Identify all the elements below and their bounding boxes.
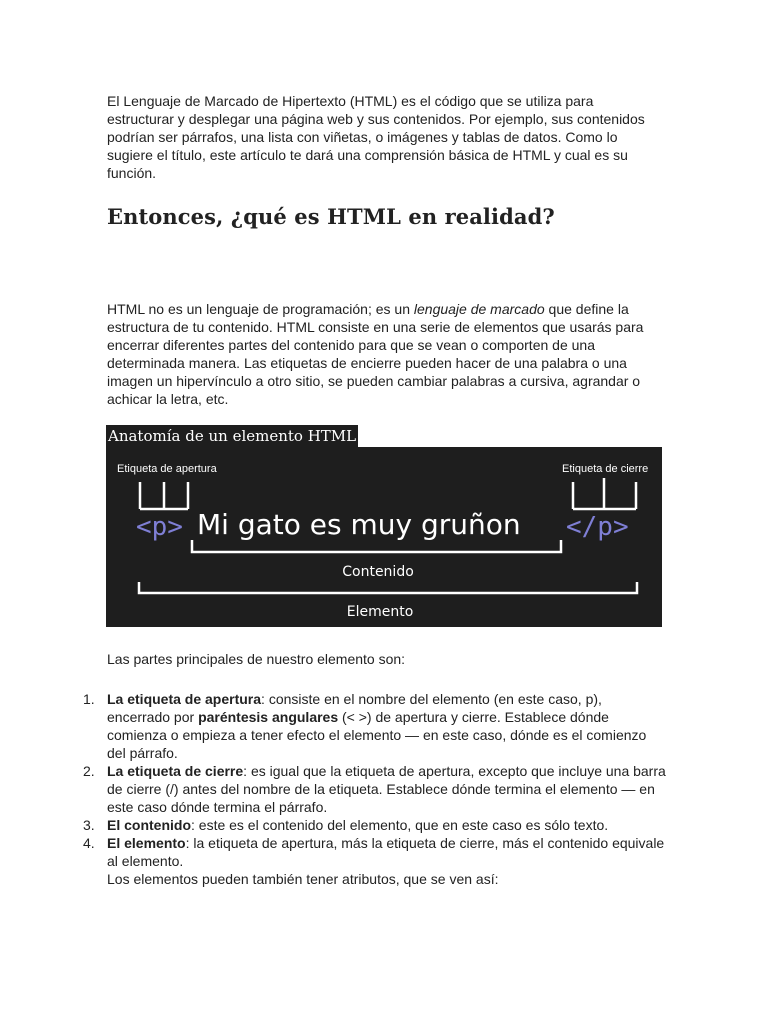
opening-tag-bracket xyxy=(140,482,188,509)
definition: : la etiqueta de apertura, más la etiqueta de cierre, más el contenido equivale al elemento. xyxy=(107,835,665,869)
term: La etiqueta de apertura xyxy=(107,691,262,707)
emphasis-text: lenguaje de marcado xyxy=(413,301,545,317)
content-code: Mi gato es muy gruñon xyxy=(197,508,521,541)
list-number: 3. xyxy=(83,817,95,833)
intro-paragraph: El Lenguaje de Marcado de Hipertexto (HTML) es el código que se utiliza para estructurar y desplegar una página web y sus contenidos. Por ejemplo, sus contenidos podrían ser párrafos, una lista con viñetas, o imágenes y tablas de datos. Como lo sugiere el título, este artículo te dará una comprensión básica de HTML y cual es su función. xyxy=(107,93,645,181)
list-number: 2. xyxy=(83,763,95,779)
figure-caption: Anatomía de un elemento HTML xyxy=(106,425,358,448)
term: La etiqueta de cierre xyxy=(107,763,244,779)
parts-list xyxy=(83,690,667,888)
closing-tag-bracket xyxy=(573,478,636,509)
closing-tag-label: Etiqueta de cierre xyxy=(562,463,649,475)
definition: (< >) de apertura y cierre. Establece dónde comienza o empieza a tener efecto el elemento — en este caso, dónde es el comienzo del párrafo. xyxy=(107,709,647,761)
closing-line: Los elementos pueden también tener atributos, que se ven así: xyxy=(107,871,499,887)
opening-tag-code: <p> xyxy=(136,512,183,542)
content-label: Contenido xyxy=(342,564,414,580)
definition: : este es el contenido del elemento, que en este caso es sólo texto. xyxy=(191,817,609,833)
paragraph-text: que define la estructura de tu contenido. HTML consiste en una serie de elementos que usarás para encerrar diferentes partes del contenido para que se vean o comporten de una determinada manera. Las etiquetas de encierre pueden hacer de una palabra o una imagen un hipervínculo a otro sitio, se pueden cambiar palabras a cursiva, agrandar o achicar la letra, etc. xyxy=(107,301,644,407)
list-item xyxy=(83,834,667,888)
term: El contenido xyxy=(107,817,191,833)
list-number: 1. xyxy=(83,691,95,707)
term: paréntesis angulares xyxy=(198,709,339,725)
term: El elemento xyxy=(107,835,186,851)
opening-tag-label: Etiqueta de apertura xyxy=(117,463,217,475)
element-bracket xyxy=(139,582,637,593)
closing-tag-code: </p> xyxy=(566,512,629,542)
definition: : es igual que la etiqueta de apertura, excepto que incluye una barra de cierre (/) antes del nombre de la etiqueta. Establece dónde termina el elemento — en este caso dónde termina el párrafo. xyxy=(107,763,666,815)
document-body xyxy=(107,92,663,182)
list-intro: Las partes principales de nuestro elemento son: xyxy=(107,651,406,667)
list-number: 4. xyxy=(83,835,95,851)
element-label: Elemento xyxy=(346,604,414,620)
list-item xyxy=(83,690,667,762)
list-item xyxy=(83,816,667,834)
list-item xyxy=(83,762,667,816)
content-bracket xyxy=(192,540,561,552)
second-paragraph xyxy=(107,300,667,408)
anatomy-diagram xyxy=(106,447,662,627)
definition: : consiste en el nombre del elemento (en este caso, p), encerrado por xyxy=(107,691,602,725)
section-heading: Entonces, ¿qué es HTML en realidad? xyxy=(107,204,555,229)
paragraph-text: HTML no es un lenguaje de programación; es un xyxy=(107,301,414,317)
html-anatomy-figure xyxy=(106,447,662,627)
